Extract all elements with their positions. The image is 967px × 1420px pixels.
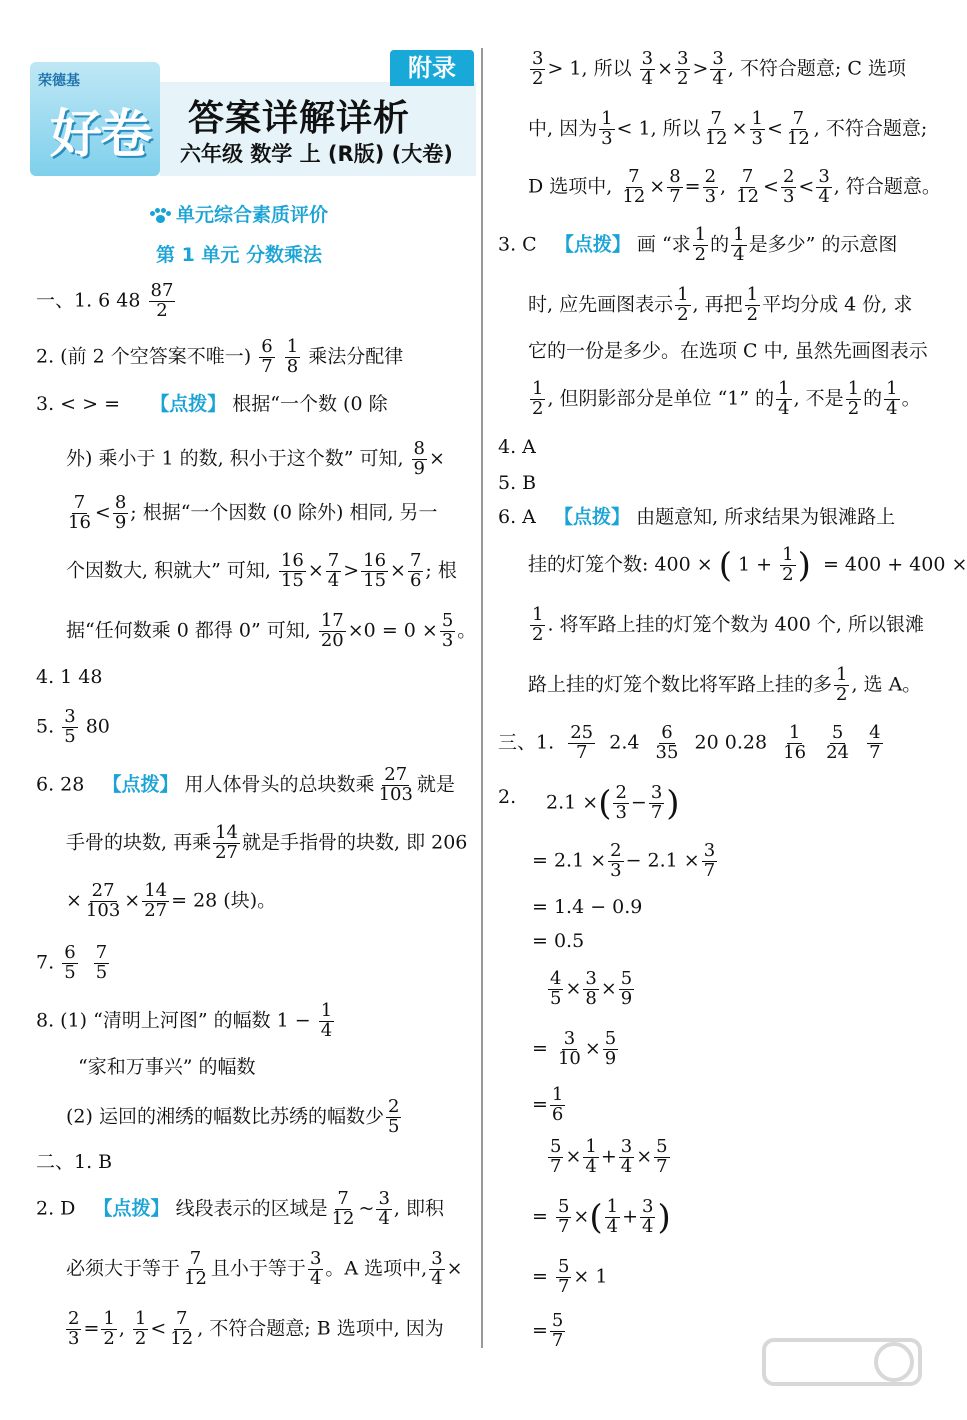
answer-1-3-line5: 据“任何数乘 0 都得 0” 可知, $\frac{17}{20}$ ×0 = 0 × $\frac{5}{3}$ 。 — [66, 610, 477, 651]
answer-2-2-line2: 必须大于等于 $\frac{7}{12}$ 且小于等于 $\frac{3}{4}$ 。A 选项中, $\frac{3}{4}$ × — [66, 1248, 463, 1289]
answer-2-2-line3: $\frac{2}{3}$ = $\frac{1}{2}$ , $\frac{1}{2}$ < $\frac{7}{12}$ , 不符合题意; B 选项中, 因为 — [68, 1308, 444, 1349]
calc-3-step1: $\frac{5}{7}$ × $\frac{1}{4}$ + $\frac{3}{4}$ × $\frac{5}{7}$ — [550, 1136, 668, 1177]
calc-2-step1: $\frac{4}{5}$ × $\frac{3}{8}$ × $\frac{5}{9}$ — [550, 968, 633, 1009]
answer-3-1: 三、1. $\frac{25}{7}$ 2.4 $\frac{6}{35}$ 20 0.28 $\frac{1}{16}$ $\frac{5}{24}$ $\frac{4}{7}$ — [498, 722, 881, 763]
watermark-logo — [762, 1338, 922, 1410]
answer-2-3: 3. C 【点拨】 画 “求 $\frac{1}{2}$ 的 $\frac{1}{4}$ 是多少” 的示意图 — [498, 224, 898, 265]
answer-1-1: 一、1. 6 48 $\frac{87}{2}$ — [36, 280, 174, 321]
calc-1-step1: 2.1 ×( $\frac{2}{3}$ − $\frac{3}{7}$ ) — [546, 782, 680, 824]
answer-1-6: 6. 28 【点拨】 用人体骨头的总块数乘 $\frac{27}{103}$ 就是 — [36, 764, 455, 805]
answer-2-6-line4: 路上挂的灯笼个数比将军路上挂的多 $\frac{1}{2}$ , 选 A。 — [528, 664, 922, 705]
brand-small-text: 荣德基 — [38, 73, 80, 89]
column-divider — [481, 48, 483, 1348]
answer-2-1: 二、1. B — [36, 1151, 113, 1173]
calc-2-step2: = $\frac{3}{10}$ × $\frac{5}{9}$ — [532, 1028, 617, 1069]
calc-2-step3: = $\frac{1}{6}$ — [532, 1084, 564, 1125]
answer-2-2-cont2: 中, 因为 $\frac{1}{3}$ < 1, 所以 $\frac{7}{12}$ × $\frac{1}{3}$ < $\frac{7}{12}$ , 不符合题意; — [528, 108, 928, 149]
answer-1-5: 5. $\frac{3}{5}$ 80 — [36, 706, 110, 747]
answer-2-6-line3: $\frac{1}{2}$ . 将军路上挂的灯笼个数为 400 个, 所以银滩 — [532, 604, 924, 645]
page-subtitle: 六年级 数学 上 (R版) (大卷) — [180, 142, 453, 166]
section-title-text: 单元综合素质评价 — [175, 204, 328, 226]
answer-1-3-line3: $\frac{7}{16}$ < $\frac{8}{9}$ ; 根据“一个因数 (0 除外) 相同, 另一 — [68, 492, 438, 533]
answer-1-8-2: (2) 运回的湘绣的幅数比苏绣的幅数少 $\frac{2}{5}$ — [66, 1096, 400, 1137]
calc-1-step4: = 0.5 — [532, 930, 585, 952]
answer-2-2: 2. D 【点拨】 线段表示的区域是 $\frac{7}{12}$ ~ $\frac{3}{4}$ , 即积 — [36, 1188, 444, 1229]
brand-big-text: 好卷 — [50, 105, 151, 165]
answer-1-4: 4. 1 48 — [36, 666, 103, 688]
answer-2-3-line4: $\frac{1}{2}$ , 但阴影部分是单位 “1” 的 $\frac{1}{4}$ , 不是 $\frac{1}{2}$ 的 $\frac{1}{4}$ 。 — [532, 378, 921, 419]
answer-1-8-1: 8. (1) “清明上河图” 的幅数 1 − $\frac{1}{4}$ — [36, 1000, 333, 1041]
answer-2-2-cont1: $\frac{3}{2}$ > 1, 所以 $\frac{3}{4}$ × $\frac{3}{2}$ > $\frac{3}{4}$ , 不符合题意; C 选项 — [532, 48, 906, 89]
answer-2-2-cont3: D 选项中, $\frac{7}{12}$ × $\frac{8}{7}$ = $\frac{2}{3}$ , $\frac{7}{12}$ < $\frac{2}{3}$ < $\frac{3}{4}$ , 符合题意。 — [528, 166, 941, 207]
calc-1-step3: = 1.4 − 0.9 — [532, 896, 643, 918]
calc-3-step4: = $\frac{5}{7}$ — [532, 1310, 564, 1351]
answer-1-3-line4: 个因数大, 积就大” 可知, $\frac{16}{15}$ × $\frac{7}{4}$ > $\frac{16}{15}$ × $\frac{7}{6}$ ; 根 — [66, 550, 457, 591]
answer-2-3-line2: 时, 应先画图表示 $\frac{1}{2}$ , 再把 $\frac{1}{2}$ 平均分成 4 份, 求 — [528, 284, 913, 325]
calc-3-step3: = $\frac{5}{7}$ × 1 — [532, 1256, 608, 1297]
answer-1-8-label: “家和万事兴” 的幅数 — [78, 1056, 256, 1078]
calc-1-step2: = 2.1 × $\frac{2}{3}$ − 2.1 × $\frac{3}{7}$ — [532, 840, 716, 881]
answer-1-2: 2. (前 2 个空答案不唯一) $\frac{6}{7}$ $\frac{1}{8}$ 乘法分配律 — [36, 336, 404, 377]
answer-2-3-line3: 它的一份是多少。在选项 C 中, 虽然先画图表示 — [528, 340, 928, 362]
answer-1-3: 3. < > = 【点拨】 根据“一个数 (0 除 — [36, 393, 388, 415]
answer-2-6-line2: 挂的灯笼个数: 400 × ( 1 + $\frac{1}{2}$ ) = 400 + 400 × — [528, 544, 967, 586]
answer-1-7: 7. $\frac{6}{5}$ $\frac{7}{5}$ — [36, 942, 108, 983]
answer-2-5: 5. B — [498, 472, 537, 494]
answer-3-2: 2. — [498, 786, 517, 808]
unit-title: 第 1 单元 分数乘法 — [155, 244, 323, 266]
answer-2-4: 4. A — [498, 436, 536, 458]
calc-3-step2: = $\frac{5}{7}$ ×( $\frac{1}{4}$ + $\frac{3}{4}$ ) — [532, 1196, 671, 1238]
page-title: 答案详解详析 — [188, 98, 411, 139]
answer-1-6-line2: 手骨的块数, 再乘 $\frac{14}{27}$ 就是手指骨的块数, 即 206 — [66, 822, 468, 863]
answer-1-6-line3: × $\frac{27}{103}$ × $\frac{14}{27}$ = 28 (块)。 — [66, 880, 277, 921]
answer-2-6: 6. A 【点拨】 由题意知, 所求结果为银滩路上 — [498, 506, 896, 528]
section-title — [0, 200, 478, 227]
appendix-tag: 附录 — [390, 50, 474, 86]
answer-1-3-line2: 外) 乘小于 1 的数, 积小于这个数” 可知, $\frac{8}{9}$ × — [66, 438, 445, 479]
paw-icon — [150, 208, 170, 224]
